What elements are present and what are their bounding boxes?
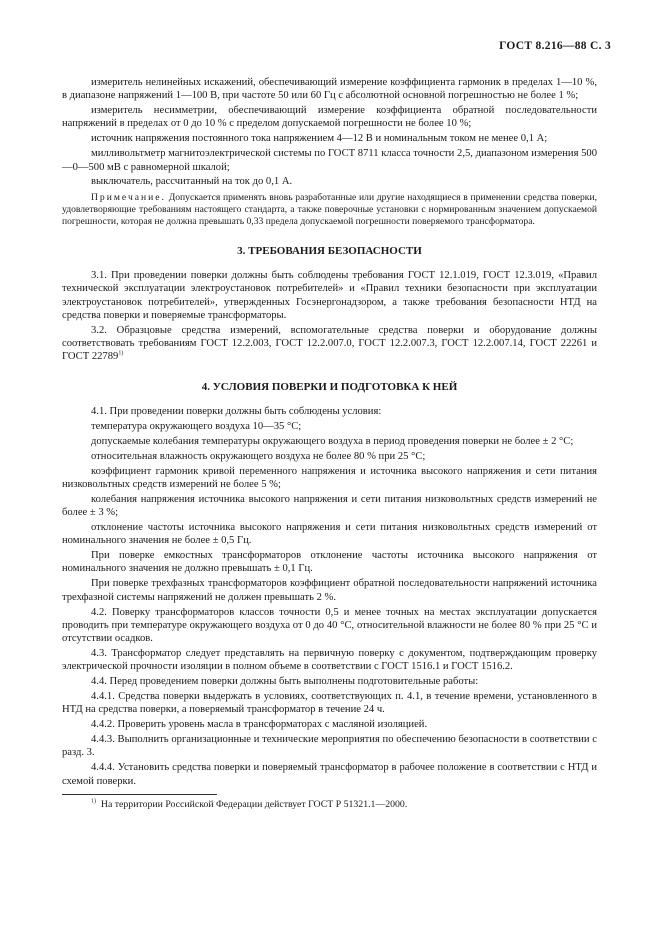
section-4-paragraph: колебания напряжения источника высокого напряжения и сети питания низковольтных средств измерений не более ± 3 %;	[62, 493, 597, 519]
footnote-reference: 1)	[118, 350, 124, 357]
section-3-paragraph-2	[62, 324, 597, 364]
footnote	[62, 799, 597, 811]
footnote-text: На территории Российской Федерации действует ГОСТ Р 51321.1—2000.	[100, 798, 408, 810]
section-4-paragraph: 4.1. При проведении поверки должны быть соблюдены условия:	[91, 406, 382, 418]
note-paragraph	[62, 192, 597, 228]
section-4-paragraph: При поверке емкостных трансформаторов отклонение частоты источника высокого напряжения от номинального значения не должно превышать ± 0,1 Гц.	[62, 550, 597, 575]
section-4-paragraph: отклонение частоты источника высокого напряжения и сети питания низковольтных средств измерений от номинального значения не более ± 0,5 Гц.	[62, 521, 597, 547]
page-header: ГОСТ 8.216—88 С. 3	[499, 40, 611, 52]
note-label: Примечание.	[91, 191, 166, 203]
note-text: Допускается применять вновь разработанные или другие находящиеся в применении средства поверки, удовлетворяющие требованиям настоящего стандарта, а также поверочные установки с нормированным значением допускаемой погрешности, которая не должна превышать 0,33 предела допускаемой погрешности поверяемого трансформатора.	[62, 191, 597, 227]
section-4-title: 4. УСЛОВИЯ ПОВЕРКИ И ПОДГОТОВКА К НЕЙ	[201, 380, 458, 393]
section-4-paragraph: При поверке трехфазных трансформаторов коэффициент обратной последовательности напряжений источника трехфазной системы напряжений не должен превышать 2 %.	[62, 578, 597, 603]
section-3-paragraph-2-text: 3.2. Образцовые средства измерений, вспомогательные средства поверки и оборудование должны соответствовать требованиям ГОСТ 12.2.003, ГОСТ 12.2.007.0, ГОСТ 12.2.007.3, ГОСТ 12.2.007.14, ГОСТ 22261 и ГОСТ 22789	[62, 324, 597, 363]
section-3-paragraph-1: 3.1. При проведении поверки должны быть соблюдены требования ГОСТ 12.1.019, ГОСТ 12.3.019, «Правил технической эксплуатации электроустановок потребителей» и «Правил техники безопасности при эксплуатации электроустановок потребителей», утвержденных Госэнергонадзором, а также требования безопасности НТД на средства поверки и поверяемые трансформаторы.	[62, 270, 597, 321]
section-3-title: 3. ТРЕБОВАНИЯ БЕЗОПАСНОСТИ	[237, 244, 422, 257]
section-4-paragraph: 4.4.2. Проверить уровень масла в трансформаторах с масляной изоляцией.	[91, 719, 428, 731]
equipment-item: измеритель несимметрии, обеспечивающий измерение коэффициента обратной последовательности напряжений в пределах от 0 до 10 % с пределом допускаемой погрешности не более 10 %;	[62, 105, 597, 130]
footnote-divider	[62, 794, 217, 795]
equipment-item: выключатель, рассчитанный на ток до 0,1 А.	[91, 176, 293, 188]
equipment-item: измеритель нелинейных искажений, обеспечивающий измерение коэффициента гармоник в пределах 1—10 %, в диапазоне напряжений 1—100 В, при частоте 50 или 60 Гц с абсолютной основной погрешностью не более 1 %;	[62, 77, 597, 102]
section-4-paragraph: 4.4. Перед проведением поверки должны быть выполнены подготовительные работы:	[91, 676, 479, 688]
section-4-paragraph: 4.4.3. Выполнить организационные и технические мероприятия по обеспечению безопасности в соответствии с разд. 3.	[62, 734, 597, 759]
section-4-paragraph: 4.2. Поверку трансформаторов классов точности 0,5 и менее точных на местах эксплуатации допускается проводить при температуре окружающего воздуха от 0 до 40 °С, относительной влажности не более 80 % при 25 °С и отсутствии осадков.	[62, 606, 597, 645]
section-4-paragraph: коэффициент гармоник кривой переменного напряжения и источника высокого напряжения и сети питания низковольтных средств измерений не более 5 %;	[62, 465, 597, 490]
section-4-paragraph: относительная влажность окружающего воздуха не более 80 % при 25 °С;	[91, 450, 426, 462]
footnote-mark: 1)	[91, 798, 96, 805]
section-4-paragraph: 4.4.4. Установить средства поверки и поверяемый трансформатор в рабочее положение в соответствии с НТД и схемой поверки.	[62, 762, 597, 787]
section-4-paragraph: 4.3. Трансформатор следует представлять на первичную поверку с документом, подтверждающим проверку электрической прочности изоляции в полном объеме в соответствии с ГОСТ 1516.1 и ГОСТ 1516.2.	[62, 648, 597, 673]
equipment-item: милливольтметр магнитоэлектрической системы по ГОСТ 8711 класса точности 2,5, диапазоном измерения 500—0—500 мВ с равномерной шкалой;	[62, 148, 597, 173]
section-4-paragraph: 4.4.1. Средства поверки выдержать в условиях, соответствующих п. 4.1, в течение времени, установленного в НТД на средства поверки, а поверяемый трансформатор в течение 24 ч.	[62, 691, 597, 716]
section-4-paragraph: допускаемые колебания температуры окружающего воздуха в период проведения поверки не более ± 2 °С;	[91, 435, 574, 447]
equipment-item: источник напряжения постоянного тока напряжением 4—12 В и номинальным током не менее 0,1 А;	[91, 133, 548, 145]
page-content	[62, 76, 597, 811]
section-4-paragraph: температура окружающего воздуха 10—35 °С;	[91, 420, 302, 432]
